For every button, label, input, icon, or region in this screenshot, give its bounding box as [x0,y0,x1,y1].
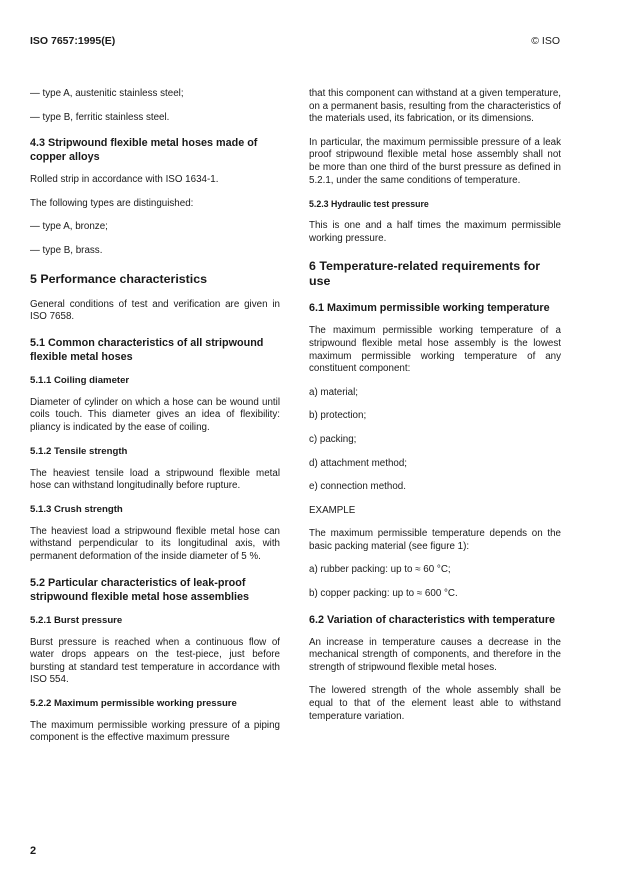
page-number: 2 [30,845,37,857]
document-id-header: ISO 7657:1995(E) [30,35,116,47]
list-item: a) material; [309,386,358,398]
paragraph: Rolled strip in accordance with ISO 1634-1. [30,174,219,186]
paragraph: The maximum permissible temperature depends on the basic packing material (see figure 1): [309,528,561,552]
right-column [309,88,561,734]
list-item: — type A, austenitic stainless steel; [30,88,184,99]
list-item: d) attachment method; [309,457,408,469]
list-item: c) packing; [309,433,357,445]
paragraph: The heaviest load a stripwound flexible metal hose can withstand perpendicular to its longitudinal axis, with permanent deformation of the inside diameter of 5 %. [30,525,280,562]
section-heading-5-2-3: 5.2.3 Hydraulic test pressure [309,199,429,210]
section-heading-5: 5 Performance characteristics [30,271,208,286]
section-heading-6-1: 6.1 Maximum permissible working temperature [309,302,550,315]
paragraph: The maximum permissible working pressure of a piping component is the effective maximum pressure [30,719,280,744]
paragraph: that this component can withstand at a given temperature, on a permanent basis, resulting from the characteristics of the materials used, its fabrication, or its dimensions. [309,88,561,125]
list-item: b) protection; [309,410,367,422]
list-item: — type B, ferritic stainless steel. [30,111,170,123]
example-label: EXAMPLE [309,504,356,516]
list-item: — type B, brass. [30,244,103,256]
paragraph: An increase in temperature causes a decrease in the mechanical strength of components, and therefore in the strength of stripwound flexible metal hoses. [309,636,561,673]
list-item: — type A, bronze; [30,221,108,233]
left-column [30,88,280,756]
list-item: e) connection method. [309,481,406,493]
paragraph: Burst pressure is reached when a continuous flow of water drops appears on the test-piece, just before bursting at standard test temperature in accordance with ISO 554. [30,636,280,686]
section-heading-5-1-3: 5.1.3 Crush strength [30,503,123,515]
paragraph: The maximum permissible working temperature of a stripwound flexible metal hose assembly is the lowest maximum permissible working temperature of any constituent component: [309,325,561,375]
paragraph: Diameter of cylinder on which a hose can be wound until coils touch. This diameter gives an idea of flexibility: pliancy is indicated by the ease of coiling. [30,396,280,433]
section-heading-6-2: 6.2 Variation of characteristics with temperature [309,613,556,626]
paragraph: The lowered strength of the whole assembly shall be equal to that of the element least able to withstand temperature variation. [309,685,561,722]
paragraph: This is one and a half times the maximum permissible working pressure. [309,220,561,244]
paragraph: General conditions of test and verification are given in ISO 7658. [30,298,280,323]
section-heading-5-2-2: 5.2.2 Maximum permissible working pressure [30,697,237,709]
section-heading-5-1-1: 5.1.1 Coiling diameter [30,374,130,386]
section-heading-5-2: 5.2 Particular characteristics of leak-proof stripwound flexible metal hose assemblies [30,576,250,603]
section-heading-6: 6 Temperature-related requirements for use [309,259,541,289]
section-heading-5-1: 5.1 Common characteristics of all stripwound flexible metal hoses [30,336,264,363]
paragraph: The following types are distinguished: [30,197,194,209]
copyright-header: © ISO [531,35,560,47]
paragraph: In particular, the maximum permissible pressure of a leak proof stripwound flexible metal hose assembly shall not be more than one third of the burst pressure as defined in 5.2.1, under the same conditions of temperature. [309,136,561,186]
section-heading-5-2-1: 5.2.1 Burst pressure [30,614,123,626]
section-heading-4-3: 4.3 Stripwound flexible metal hoses made of copper alloys [30,137,258,164]
paragraph: The heaviest tensile load a stripwound flexible metal hose can withstand longitudinally before rupture. [30,467,280,492]
list-item: a) rubber packing: up to ≈ 60 °C; [309,564,451,576]
list-item: b) copper packing: up to ≈ 600 °C. [309,588,458,600]
section-heading-5-1-2: 5.1.2 Tensile strength [30,445,128,457]
